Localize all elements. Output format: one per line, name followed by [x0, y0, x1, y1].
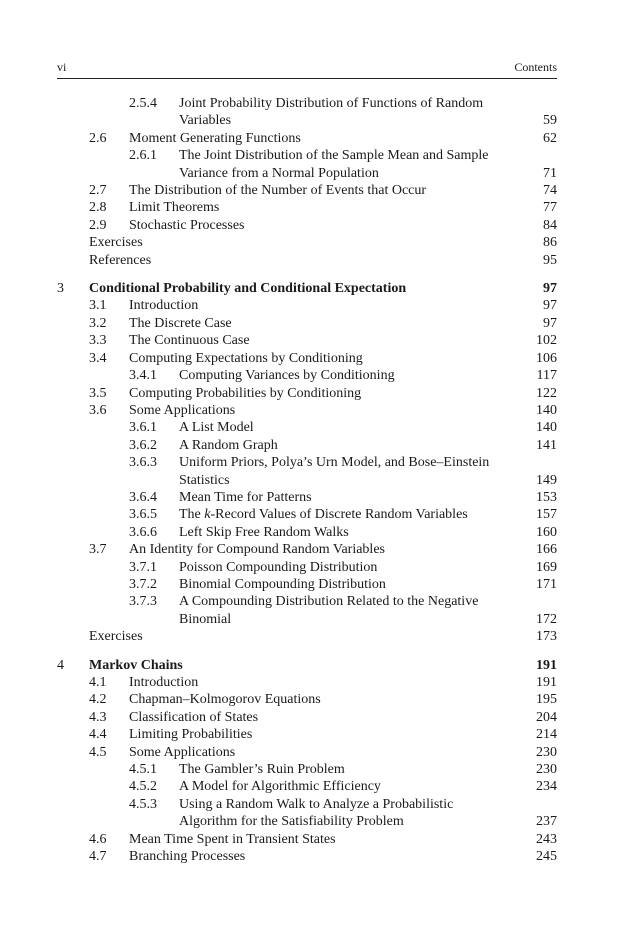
toc-number: 3.6.4: [129, 489, 157, 505]
toc-title: Using a Random Walk to Analyze a Probabilistic Algorithm for the Satisfiability Problem: [179, 796, 454, 830]
toc-number: 3.7.2: [129, 576, 157, 592]
toc-number: 2.7: [89, 183, 107, 199]
toc-title: The Gambler’s Ruin Problem: [179, 762, 345, 778]
toc-subsection[interactable]: [57, 489, 557, 506]
toc-section[interactable]: [57, 130, 557, 147]
toc-page-number: 234: [536, 779, 557, 795]
toc-number: 3.7.1: [129, 559, 157, 575]
toc-page-number: 160: [536, 524, 557, 540]
toc-title: Introduction: [129, 298, 199, 314]
running-title: Contents: [514, 60, 557, 74]
toc-section[interactable]: [57, 848, 557, 865]
toc-page-number: 86: [543, 235, 557, 251]
toc-page-number: 117: [536, 368, 557, 384]
toc-title: Chapman–Kolmogorov Equations: [129, 692, 321, 708]
toc-title: The Continuous Case: [129, 333, 250, 349]
toc-section[interactable]: [57, 199, 557, 216]
toc-section[interactable]: [57, 385, 557, 402]
toc-chapter[interactable]: [57, 280, 557, 297]
toc-number: 3.2: [89, 315, 107, 331]
toc-subsection[interactable]: [57, 419, 557, 436]
toc-page-number: 245: [536, 849, 557, 865]
toc-page-number: 171: [536, 576, 557, 592]
toc-section[interactable]: [57, 182, 557, 199]
toc-page-number: 237: [536, 814, 557, 830]
toc-page-number: 157: [536, 507, 557, 523]
toc-number: 4.1: [89, 675, 107, 690]
toc-number: 3.3: [89, 333, 107, 349]
toc-number: 3.6.2: [129, 437, 157, 453]
toc-page-number: 84: [543, 217, 557, 233]
toc-title: Left Skip Free Random Walks: [179, 524, 349, 540]
toc-title: A List Model: [179, 420, 254, 436]
toc-title: An Identity for Compound Random Variables: [129, 542, 385, 558]
toc-page-number: 153: [536, 489, 557, 505]
toc-page-number: 149: [536, 472, 557, 488]
toc-section[interactable]: [57, 831, 557, 848]
toc-title: Limit Theorems: [129, 200, 220, 216]
toc-section[interactable]: [57, 691, 557, 708]
toc-subsection[interactable]: [57, 559, 557, 576]
toc-section[interactable]: [57, 217, 557, 234]
toc-title: Computing Expectations by Conditioning: [129, 350, 363, 366]
toc-number: 4.2: [89, 692, 107, 708]
toc-page-number: 214: [536, 727, 557, 743]
toc-backmatter[interactable]: [57, 252, 557, 269]
toc-section[interactable]: [57, 541, 557, 558]
toc-section[interactable]: [57, 350, 557, 367]
toc-subsection[interactable]: [57, 796, 557, 831]
toc-title: Conditional Probability and Conditional Expectation: [89, 281, 407, 297]
toc-page-number: 59: [543, 113, 557, 129]
toc-number: 3.6.1: [129, 420, 157, 436]
toc-number: 3.6.6: [129, 524, 157, 540]
toc-number: 4.3: [89, 709, 107, 725]
toc-page-number: 169: [536, 559, 557, 575]
toc-page-number: 97: [543, 281, 557, 297]
toc-number: 4.5.3: [129, 796, 157, 812]
toc-subsection[interactable]: [57, 576, 557, 593]
toc-title: Uniform Priors, Polya’s Urn Model, and Bose–Einstein Statistics: [179, 455, 490, 488]
toc-title: Classification of States: [129, 709, 259, 725]
toc-page-number: 77: [543, 200, 557, 216]
toc-title: Stochastic Processes: [129, 217, 245, 233]
toc-subsection[interactable]: [57, 147, 557, 182]
toc-title: Markov Chains: [89, 657, 183, 673]
page-number: vi: [57, 60, 67, 74]
toc-title: Moment Generating Functions: [129, 130, 301, 146]
toc-page-number: 95: [543, 252, 557, 268]
toc-section[interactable]: [57, 297, 557, 314]
toc-page-number: 106: [536, 350, 557, 366]
toc-page-number: 195: [536, 692, 557, 708]
toc-chapter[interactable]: [57, 657, 557, 674]
toc-number: 3.4: [89, 350, 107, 366]
toc-section[interactable]: [57, 674, 557, 691]
toc-title: Exercises: [89, 235, 143, 251]
toc-page-number: 141: [536, 437, 557, 453]
toc-title: A Compounding Distribution Related to the Negative Binomial: [179, 594, 479, 627]
toc-number: 4.5: [89, 744, 107, 760]
toc-title: Limiting Probabilities: [129, 727, 253, 743]
toc-number: 3.1: [89, 298, 107, 314]
toc-backmatter[interactable]: [57, 628, 557, 645]
toc-page-number: 173: [536, 629, 557, 645]
toc-title: A Random Graph: [179, 437, 278, 453]
toc-backmatter[interactable]: [57, 234, 557, 251]
toc-section[interactable]: [57, 744, 557, 761]
chapter-gap: [57, 269, 557, 280]
toc-title: Joint Probability Distribution of Functions of Random Variables: [179, 96, 484, 129]
toc-page-number: 140: [536, 420, 557, 436]
toc-number: 4.7: [89, 849, 107, 865]
toc-subsection[interactable]: [57, 506, 557, 523]
toc-title: Some Applications: [129, 402, 236, 418]
toc-title: [179, 506, 513, 523]
toc-number: 3.7.3: [129, 594, 157, 610]
toc-number: 3.6: [89, 402, 107, 418]
toc-title: Computing Variances by Conditioning: [179, 368, 395, 384]
toc-page-number: 102: [536, 333, 557, 349]
toc-page-number: 166: [536, 542, 557, 558]
toc-subsection[interactable]: [57, 437, 557, 454]
toc-title: A Model for Algorithmic Efficiency: [179, 779, 381, 795]
toc-title: References: [89, 252, 152, 268]
toc-title-part: The: [179, 507, 205, 523]
toc-number: 2.5.4: [129, 96, 157, 111]
toc-section[interactable]: [57, 726, 557, 743]
toc-title: Branching Processes: [129, 849, 246, 865]
toc-title: Exercises: [89, 629, 143, 645]
page-header: [57, 60, 557, 79]
toc-title: Computing Probabilities by Conditioning: [129, 385, 362, 401]
toc-page-number: 230: [536, 744, 557, 760]
toc-subsection[interactable]: [57, 454, 557, 489]
toc-page-number: 191: [536, 675, 557, 690]
toc-number: 2.9: [89, 217, 107, 233]
toc-title: The Joint Distribution of the Sample Mean and Sample Variance from a Normal Population: [179, 148, 489, 181]
toc-number: 2.6.1: [129, 148, 157, 164]
toc-title: Binomial Compounding Distribution: [179, 576, 386, 592]
toc-page-number: 230: [536, 762, 557, 778]
toc-number: 4.4: [89, 727, 107, 743]
toc-title: Mean Time for Patterns: [179, 489, 312, 505]
toc-title: Mean Time Spent in Transient States: [129, 831, 336, 847]
toc-number: 3.6.3: [129, 455, 157, 471]
toc-section[interactable]: [57, 402, 557, 419]
toc-number: 3: [57, 281, 64, 297]
toc-number: 4.5.2: [129, 779, 157, 795]
toc-page-number: 74: [543, 183, 557, 199]
toc-number: 3.7: [89, 542, 107, 558]
toc-number: 3.6.5: [129, 507, 157, 523]
toc-page-number: 62: [543, 130, 557, 146]
toc-section[interactable]: [57, 709, 557, 726]
table-of-contents: [57, 95, 557, 865]
toc-page-number: 191: [536, 657, 557, 673]
toc-number: 2.8: [89, 200, 107, 216]
toc-number: 3.4.1: [129, 368, 157, 384]
toc-subsection[interactable]: [57, 778, 557, 795]
toc-title: The Discrete Case: [129, 315, 232, 331]
toc-page-number: 204: [536, 709, 557, 725]
toc-subsection[interactable]: [57, 95, 557, 130]
toc-page-number: 97: [543, 298, 557, 314]
toc-section[interactable]: [57, 315, 557, 332]
toc-title: Poisson Compounding Distribution: [179, 559, 378, 575]
toc-page-number: 140: [536, 402, 557, 418]
toc-subsection[interactable]: [57, 761, 557, 778]
toc-number: 3.5: [89, 385, 107, 401]
toc-title-italic: k: [204, 507, 211, 523]
toc-subsection[interactable]: [57, 524, 557, 541]
chapter-gap: [57, 646, 557, 657]
toc-page-number: 122: [536, 385, 557, 401]
toc-number: 4.5.1: [129, 762, 157, 778]
toc-page-number: 172: [536, 611, 557, 627]
toc-title: Introduction: [129, 675, 199, 690]
toc-title: The Distribution of the Number of Events that Occur: [129, 183, 427, 199]
toc-section[interactable]: [57, 332, 557, 349]
toc-number: 4: [57, 657, 64, 673]
toc-subsection[interactable]: [57, 593, 557, 628]
toc-title: Some Applications: [129, 744, 236, 760]
toc-number: 4.6: [89, 831, 107, 847]
toc-title-part: -Record Values of Discrete Random Variables: [210, 507, 468, 523]
toc-number: 2.6: [89, 130, 107, 146]
toc-page-number: 243: [536, 831, 557, 847]
toc-page-number: 97: [543, 315, 557, 331]
toc-subsection[interactable]: [57, 367, 557, 384]
toc-page-number: 71: [543, 165, 557, 181]
